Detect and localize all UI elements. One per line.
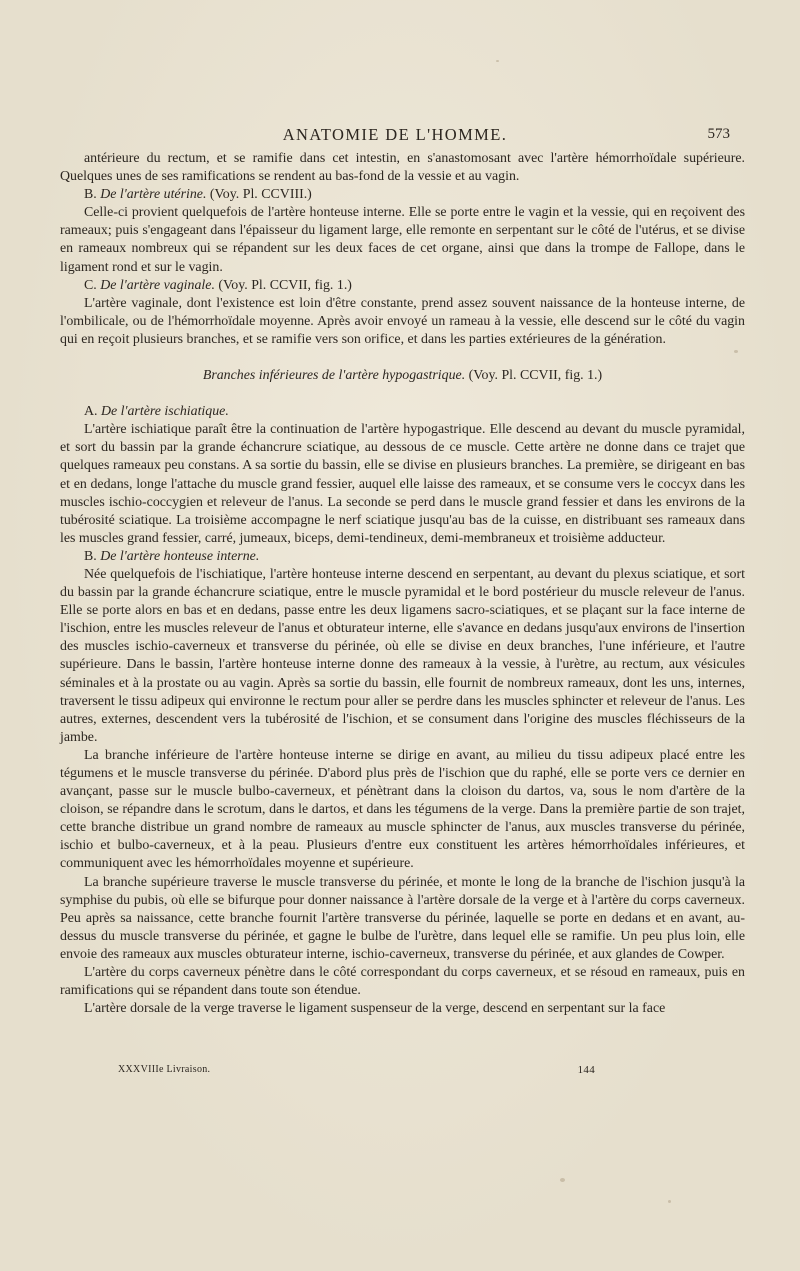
signature-mark: XXXVIIIe Livraison. [118, 1064, 211, 1075]
paragraph: L'artère vaginale, dont l'existence est loin d'être constante, prend assez souvent naissance de la honteuse interne, de l'ombilicale, ou de l'hémorrhoïdale moyenne. Après avoir envoyé un rameau à la vessie, elle descend sur le côté du vagin qui en reçoit plusieurs branches, et se ramifie vers son orifice, et dans les parties extérieures de la génération. [60, 295, 745, 347]
item-heading [60, 277, 745, 295]
item-label: B. [84, 187, 101, 203]
article-body [60, 150, 745, 1018]
item-title: De l'artère honteuse interne. [100, 548, 260, 564]
item-title: De l'artère utérine. [100, 187, 207, 203]
plate-reference: (Voy. Pl. CCVII, fig. 1.) [214, 277, 352, 293]
item-title: De l'artère vaginale. [100, 277, 215, 293]
paragraph: L'artère dorsale de la verge traverse le ligament suspenseur de la verge, descend en serpentant sur la face [84, 1001, 666, 1017]
page-header [60, 125, 730, 147]
section-gap [60, 349, 745, 367]
paragraph: Née quelquefois de l'ischiatique, l'artère honteuse interne descend en serpentant, au devant du plexus sciatique, et sort du bassin par la grande échancrure sciatique, entre le muscle pyramidal et le bord postérieur du muscle releveur de l'anus. Elle se porte alors en bas et en dedans, passe entre les deux ligamens sacro-sciatiques, et se plaçant sur la face interne de l'ischion, entre les muscles releveur de l'anus et obturateur interne, elle s'avance en dedans jusqu'aux environs de l'insertion des muscles ischio-caverneux et transverse du périnée, où elle se divise en deux branches, l'une inférieure, et l'autre supérieure. Dans le bassin, l'artère honteuse interne donne des rameaux à la vessie, à l'urètre, au rectum, aux vésicules séminales et à la prostate ou au vagin. Après sa sortie du bassin, elle fournit de nombreux rameaux, dont les uns, internes, traversent le tissu adipeux qui environne le rectum pour aller se perdre dans les muscles sphincter et releveur de l'anus. Les autres, externes, descendent vers la tubérosité de l'ischion, et se consument dans l'origine des muscles fléchisseurs de la jambe. [60, 566, 745, 745]
section-gap [60, 385, 745, 403]
item-label: A. [84, 404, 101, 420]
item-label: C. [84, 277, 101, 293]
page-footer [60, 1064, 745, 1078]
page-number: 573 [707, 126, 730, 142]
item-title: De l'artère ischiatique. [100, 404, 229, 420]
paragraph: antérieure du rectum, et se ramifie dans cet intestin, en s'anastomosant avec l'artère hémorrhoïdale supérieure. Quelques unes de ses ramifications se rendent au bas-fond de la vessie et au vagin. [60, 151, 745, 185]
item-heading [60, 548, 745, 566]
running-title: ANATOMIE DE L'HOMME. [282, 125, 508, 144]
sheet-number: 144 [577, 1064, 595, 1076]
plate-reference: (Voy. Pl. CCVIII.) [206, 187, 312, 203]
item-title: Branches inférieures de l'artère hypogastrique. [202, 368, 466, 384]
item-heading [60, 186, 745, 204]
paragraph: L'artère ischiatique paraît être la continuation de l'artère hypogastrique. Elle descend au devant du muscle pyramidal, et sort du bassin par la grande échancrure sciatique, au dessous de ce muscle. Cette artère ne donne dans ce trajet que quelques rameaux peu constans. A sa sortie du bassin, elle se divise en plusieurs branches. La première, se dirigeant en bas et en dedans, longe l'attache du muscle grand fessier, auquel elle laisse des rameaux, et se consume vers le coccyx dans les muscles ischio-coccygien et releveur de l'anus. La seconde se perd dans le muscle grand fessier et dans les environs de la tubérosité sciatique. La troisième accompagne le nerf sciatique jusqu'au bas de la cuisse, en distribuant ses rameaux dans les muscles grand fessier, carré, jumeaux, biceps, demi-tendineux, demi-membraneux et troisième adducteur. [60, 422, 745, 546]
paragraph: L'artère du corps caverneux pénètre dans le côté correspondant du corps caverneux, et se résoud en rameaux, puis en ramifications qui se répandent dans toute son étendue. [60, 965, 745, 999]
item-heading [60, 403, 745, 421]
paragraph: La branche inférieure de l'artère honteuse interne se dirige en avant, au milieu du tissu adipeux placé entre les tégumens et le muscle transverse du périnée. D'abord plus près de l'ischion que du raphé, elle se porte vers ce dernier en avançant, passe sur le muscle bulbo-caverneux, et pénètrant dans la cloison du dartos, va, sous le nom d'artère de la cloison, se répandre dans le scrotum, dans le dartos, et dans les tégumens de la verge. Dans la première partie de son trajet, cette branche distribue un grand nombre de rameaux au muscle sphincter de l'anus, aux muscles transverse du périnée, ischio et bulbo-caverneux, et à la peau. Plusieurs d'entre eux constituent les artères hémorrhoïdales inférieures, et communiquent avec les hémorrhoïdales moyenne et supérieure. [60, 747, 745, 872]
paragraph: Celle-ci provient quelquefois de l'artère honteuse interne. Elle se porte entre le vagin et la vessie, qui en reçoivent des rameaux; puis s'engageant dans l'épaisseur du ligament large, elle remonte en serpentant sur le côté de l'utérus, et se divise en rameaux nombreux qui se répandent sur les deux faces de cet organe, ainsi que dans la trompe de Fallope, dans le ligament rond et sur le vagin. [60, 205, 745, 275]
section-heading [60, 367, 745, 385]
plate-reference: (Voy. Pl. CCVII, fig. 1.) [465, 368, 603, 384]
item-label: B. [84, 548, 101, 564]
paragraph: La branche supérieure traverse le muscle transverse du périnée, et monte le long de la branche de l'ischion jusqu'à la symphise du pubis, où elle se bifurque pour donner naissance à l'artère dorsale de la verge et à l'artère du corps caverneux. Peu après sa naissance, cette branche fournit l'artère transverse du périnée, laquelle se porte en dedans et en avant, au-dessus du muscle transverse du périnée, et gagne le bulbe de l'urètre, dans lequel elle se ramifie. Un peu plus loin, elle envoie des rameaux aux muscles obturateur interne, ischio-caverneux, transverse du périnée, et aux glandes de Cowper. [60, 874, 745, 962]
